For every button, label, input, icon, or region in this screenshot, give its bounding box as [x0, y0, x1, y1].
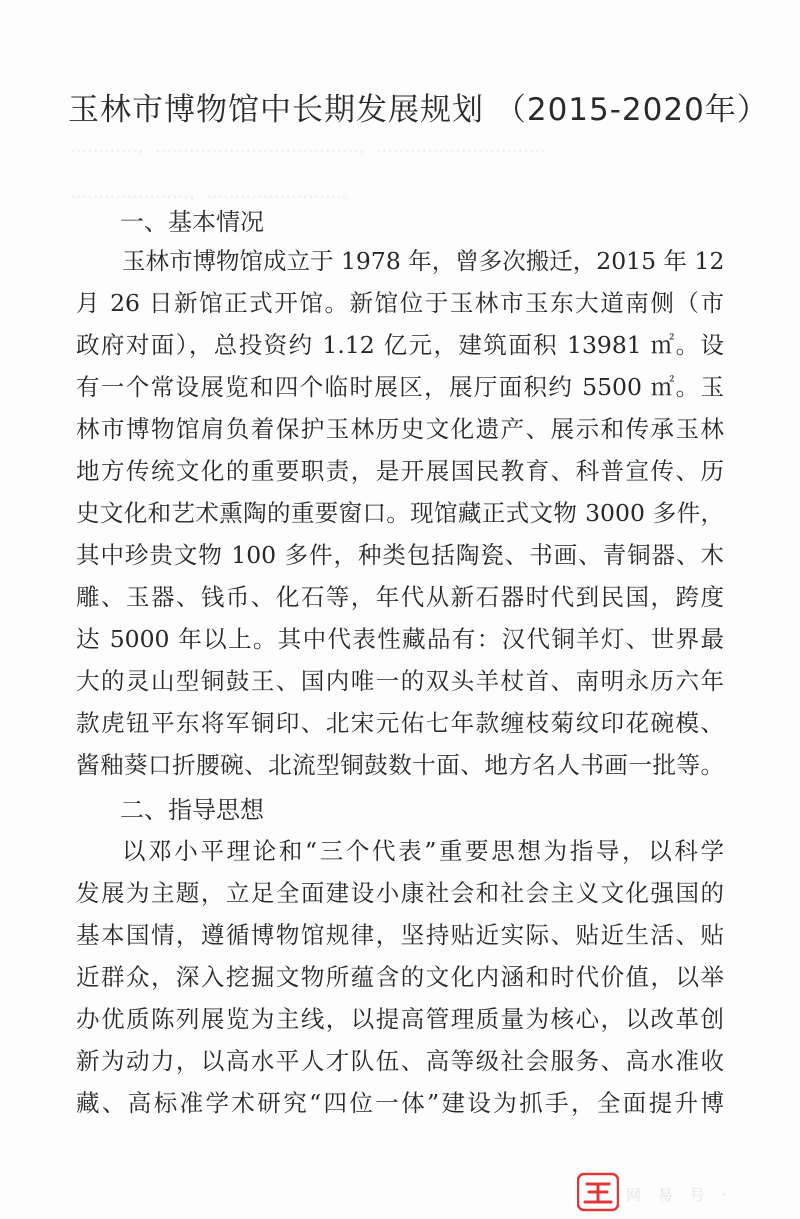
paragraph-line: 大的灵山型铜鼓王、国内唯一的双头羊杖首、南明永历六年 [76, 667, 724, 695]
paragraph-line: 基本国情，遵循博物馆规律，坚持贴近实际、贴近生活、贴 [76, 921, 724, 949]
bleed-through-text: …………………，……………………。 [70, 183, 359, 203]
paragraph-line: 办优质陈列展览为主线，以提高管理质量为核心，以改革创 [76, 1005, 724, 1033]
netease-logo-icon [577, 1172, 619, 1212]
paragraph-line: 林市博物馆肩负着保护玉林历史文化遗产、展示和传承玉林 [76, 415, 724, 443]
watermark-text: 网 易 号 · [626, 1186, 733, 1204]
paragraph-line: 史文化和艺术熏陶的重要窗口。现馆藏正式文物 3000 多件， [76, 499, 724, 527]
paragraph-line: 以邓小平理论和“三个代表”重要思想为指导，以科学 [122, 837, 724, 865]
section-heading-basic-info: 一、基本情况 [120, 208, 264, 236]
paragraph-line: 雕、玉器、钱币、化石等，年代从新石器时代到民国，跨度 [76, 583, 724, 611]
paragraph-line: 有一个常设展览和四个临时展区，展厅面积约 5500 ㎡。玉 [76, 373, 724, 401]
paragraph-line: 政府对面），总投资约 1.12 亿元，建筑面积 13981 ㎡。设 [76, 331, 724, 359]
paragraph-line: 酱釉葵口折腰碗、北流型铜鼓数十面、地方名人书画一批等。 [76, 751, 724, 779]
paragraph-line: 地方传统文化的重要职责，是开展国民教育、科普宣传、历 [76, 457, 724, 485]
paragraph-line: 发展为主题，立足全面建设小康社会和社会主义文化强国的 [76, 879, 724, 907]
page-title: 玉林市博物馆中长期发展规划 （2015-2020年） [68, 92, 769, 128]
paragraph-line: 新为动力，以高水平人才队伍、高等级社会服务、高水准收 [76, 1047, 724, 1075]
paragraph-line: 款虎钮平东将军铜印、北宋元佑七年款缠枝菊纹印花碗模、 [76, 709, 724, 737]
bleed-through-text: …………，………………………………，………………………… [70, 137, 546, 157]
paragraph-line: 达 5000 年以上。其中代表性藏品有：汉代铜羊灯、世界最 [76, 625, 724, 653]
paragraph-line: 月 26 日新馆正式开馆。新馆位于玉林市玉东大道南侧（市 [76, 289, 724, 317]
paragraph-line: 藏、高标准学术研究“四位一体”建设为抓手，全面提升博 [76, 1089, 724, 1117]
section-heading-guiding-ideology: 二、指导思想 [120, 796, 264, 824]
paragraph-line: 玉林市博物馆成立于 1978 年，曾多次搬迁，2015 年 12 [122, 247, 725, 275]
paragraph-line: 近群众，深入挖掘文物所蕴含的文化内涵和时代价值，以举 [76, 963, 724, 991]
paragraph-line: 其中珍贵文物 100 多件，种类包括陶瓷、书画、青铜器、木 [76, 541, 724, 569]
